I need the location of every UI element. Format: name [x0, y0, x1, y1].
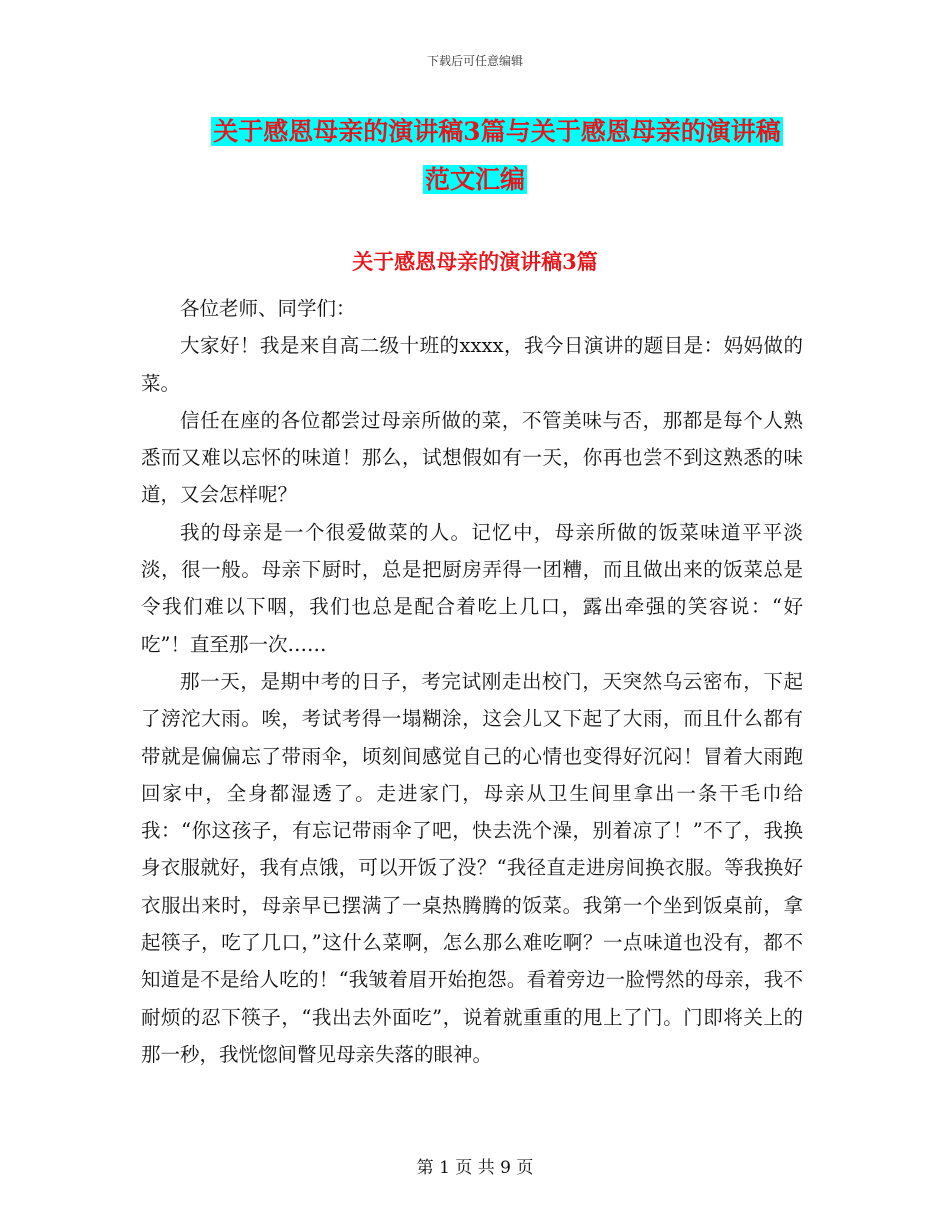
document-body [141, 290, 803, 1073]
page-footer: 第 1 页 共 9 页 [416, 1158, 534, 1178]
paragraph-2: 信任在座的各位都尝过母亲所做的菜，不管美味与否，那都是每个人熟悉而又难以忘怀的味道！那么，试想假如有一天，你再也尝不到这熟悉的味道，又会怎样呢？ [141, 408, 803, 507]
document-title-line1: 关于感恩母亲的演讲稿3篇与关于感恩母亲的演讲稿 [213, 117, 781, 146]
header-note: 下载后可任意编辑 [426, 54, 523, 68]
section-title: 关于感恩母亲的演讲稿3篇 [352, 249, 598, 274]
paragraph-3: 我的母亲是一个很爱做菜的人。记忆中，母亲所做的饭菜味道平平淡淡，很一般。母亲下厨时，总是把厨房弄得一团糟，而且做出来的饭菜总是令我们难以下咽，我们也总是配合着吃上几口，露出牵强的笑容说：“好吃”！直至那一次…… [141, 520, 803, 656]
paragraph-4: 那一天，是期中考的日子，考完试刚走出校门，天突然乌云密布，下起了滂沱大雨。唉，考试考得一塌糊涂，这会儿又下起了大雨，而且什么都有带就是偏偏忘了带雨伞，顷刻间感觉自己的心情也变得好沉闷！冒着大雨跑回家中，全身都湿透了。走进家门，母亲从卫生间里拿出一条干毛巾给我：“你这孩子，有忘记带雨伞了吧，快去洗个澡，别着凉了！”不了，我换身衣服就好，我有点饿，可以开饭了没？“我径直走进房间换衣服。等我换好衣服出来时，母亲早已摆满了一桌热腾腾的饭菜。我第一个坐到饭桌前，拿起筷子，吃了几口，”这什么菜啊，怎么那么难吃啊？一点味道也没有，都不知道是不是给人吃的！“我皱着眉开始抱怨。看着旁边一脸愕然的母亲，我不耐烦的忍下筷子，“我出去外面吃”，说着就重重的甩上了门。门即将关上的那一秒，我恍惚间瞥见母亲失落的眼神。 [141, 669, 803, 1066]
paragraph-greeting: 各位老师、同学们： [180, 297, 356, 320]
paragraph-intro: 大家好！我是来自高二级十班的xxxx，我今日演讲的题目是：妈妈做的菜。 [141, 334, 803, 395]
document-title [0, 108, 950, 204]
document-title-line2: 范文汇编 [424, 165, 525, 194]
